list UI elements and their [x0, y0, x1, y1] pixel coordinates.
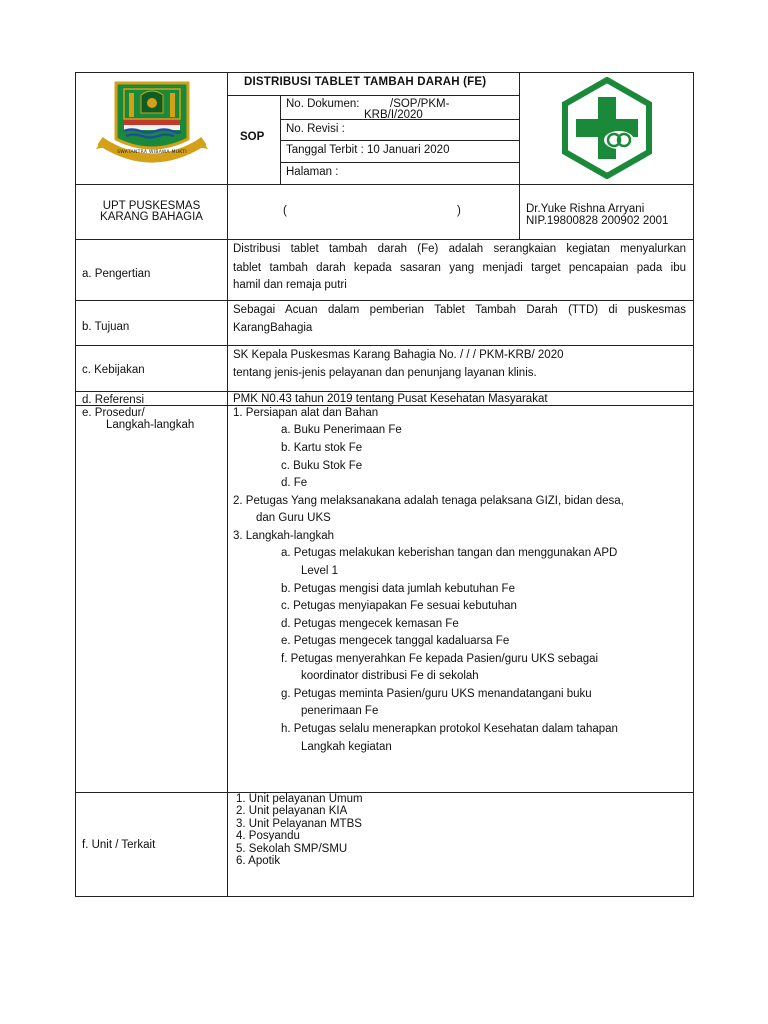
- step-3-item-a: a. Petugas melakukan keberishan tangan dan menggunakan APD: [281, 547, 618, 559]
- tujuan-line-1: Sebagai Acuan dalam pemberian Tablet Tambah Darah (TTD) di puskesmas: [233, 304, 686, 316]
- step-1-item-c: c. Buku Stok Fe: [281, 460, 363, 472]
- step-3-item-f-cont: koordinator distribusi Fe di sekolah: [301, 670, 479, 682]
- doc-number-value: /SOP/PKM-: [390, 98, 450, 110]
- step-3-item-b: b. Petugas mengisi data jumlah kebutuhan Fe: [281, 583, 515, 595]
- doc-row-divider-3: [280, 162, 519, 163]
- unit-item-4: 4. Posyandu: [236, 830, 300, 842]
- doc-number-label: No. Dokumen:: [286, 98, 360, 110]
- pengertian-line-1: Distribusi tablet tambah darah (Fe) adalah serangkaian kegiatan menyalurkan: [233, 243, 686, 255]
- unit-label: f. Unit / Terkait: [82, 839, 156, 851]
- pengertian-line-3: hamil dan remaja putri: [233, 279, 347, 291]
- emblem-motto: SWATANTRA WIBAWA MUKTI: [117, 150, 187, 155]
- step-3: 3. Langkah-langkah: [233, 530, 335, 542]
- column-divider-left: [227, 72, 228, 897]
- prosedur-label: e. Prosedur/: [82, 407, 145, 419]
- step-3-item-a-cont: Level 1: [301, 565, 339, 577]
- doc-number-value-cont: KRB/I/2020: [364, 109, 423, 121]
- signature-open-paren: (: [283, 205, 287, 217]
- referensi-label: d. Referensi: [82, 394, 145, 406]
- step-1: 1. Persiapan alat dan Bahan: [233, 407, 379, 419]
- step-1-item-b: b. Kartu stok Fe: [281, 442, 363, 454]
- tujuan-divider: [75, 345, 694, 346]
- step-2: 2. Petugas Yang melaksanakana adalah tenaga pelaksana GIZI, bidan desa,: [233, 495, 624, 507]
- org-name-line2: KARANG BAHAGIA: [100, 211, 203, 223]
- step-3-item-g: g. Petugas meminta Pasien/guru UKS menandatangani buku: [281, 688, 592, 700]
- kebijakan-line-2: tentang jenis-jenis pelayanan dan penunjang layanan klinis.: [233, 367, 537, 379]
- pengertian-divider: [75, 300, 694, 301]
- kebijakan-label: c. Kebijakan: [82, 364, 145, 376]
- pengertian-line-2: tablet tambah darah kepada sasaran yang menjadi target pencapaian pada ibu: [233, 262, 686, 274]
- tujuan-label: b. Tujuan: [82, 321, 130, 333]
- step-3-item-f: f. Petugas menyerahkan Fe kepada Pasien/guru UKS sebagai: [281, 653, 599, 665]
- regional-emblem-logo: [94, 79, 210, 171]
- unit-item-1: 1. Unit pelayanan Umum: [236, 793, 363, 805]
- table-border-bottom: [75, 896, 694, 897]
- org-name-line1: UPT PUSKESMAS: [102, 200, 201, 212]
- referensi-text: PMK N0.43 tahun 2019 tentang Pusat Kesehatan Masyarakat: [233, 393, 548, 405]
- prosedur-divider: [75, 792, 694, 793]
- tujuan-line-2: KarangBahagia: [233, 322, 313, 334]
- column-divider-right: [519, 72, 520, 239]
- step-2-cont: dan Guru UKS: [256, 512, 331, 524]
- issue-date: Tanggal Terbit : 10 Januari 2020: [286, 144, 450, 156]
- unit-item-3: 3. Unit Pelayanan MTBS: [236, 818, 362, 830]
- table-border-top: [75, 72, 694, 73]
- step-3-item-d: d. Petugas mengecek kemasan Fe: [281, 618, 459, 630]
- sop-label: SOP: [240, 131, 265, 143]
- step-3-item-g-cont: penerimaan Fe: [301, 705, 379, 717]
- document-title: DISTRIBUSI TABLET TAMBAH DARAH (FE): [244, 76, 487, 88]
- puskesmas-logo: [556, 77, 658, 179]
- step-1-item-a: a. Buku Penerimaan Fe: [281, 424, 402, 436]
- signature-row-divider: [75, 239, 694, 240]
- step-3-item-h: h. Petugas selalu menerapkan protokol Kesehatan dalam tahapan: [281, 723, 618, 735]
- table-border-left: [75, 72, 76, 897]
- prosedur-label-cont: Langkah-langkah: [106, 419, 195, 431]
- unit-item-6: 6. Apotik: [236, 855, 281, 867]
- doc-row-divider-2: [280, 140, 519, 141]
- header-bottom-divider: [75, 184, 694, 185]
- page-number: Halaman :: [286, 166, 339, 178]
- pengertian-label: a. Pengertian: [82, 268, 151, 280]
- signature-close-paren: ): [457, 205, 461, 217]
- title-row-divider: [227, 95, 519, 96]
- head-name: Dr.Yuke Rishna Arryani: [526, 203, 645, 215]
- step-3-item-h-cont: Langkah kegiatan: [301, 741, 392, 753]
- step-1-item-d: d. Fe: [281, 477, 308, 489]
- table-border-right: [693, 72, 694, 897]
- unit-item-5: 5. Sekolah SMP/SMU: [236, 843, 348, 855]
- revision-number: No. Revisi :: [286, 123, 345, 135]
- unit-item-2: 2. Unit pelayanan KIA: [236, 805, 348, 817]
- head-nip: NIP.19800828 200902 2001: [526, 215, 669, 227]
- step-3-item-c: c. Petugas menyiapakan Fe sesuai kebutuhan: [281, 600, 517, 612]
- kebijakan-line-1: SK Kepala Puskesmas Karang Bahagia No. / / / PKM-KRB/ 2020: [233, 349, 564, 361]
- step-3-item-e: e. Petugas mengecek tanggal kadaluarsa Fe: [281, 635, 510, 647]
